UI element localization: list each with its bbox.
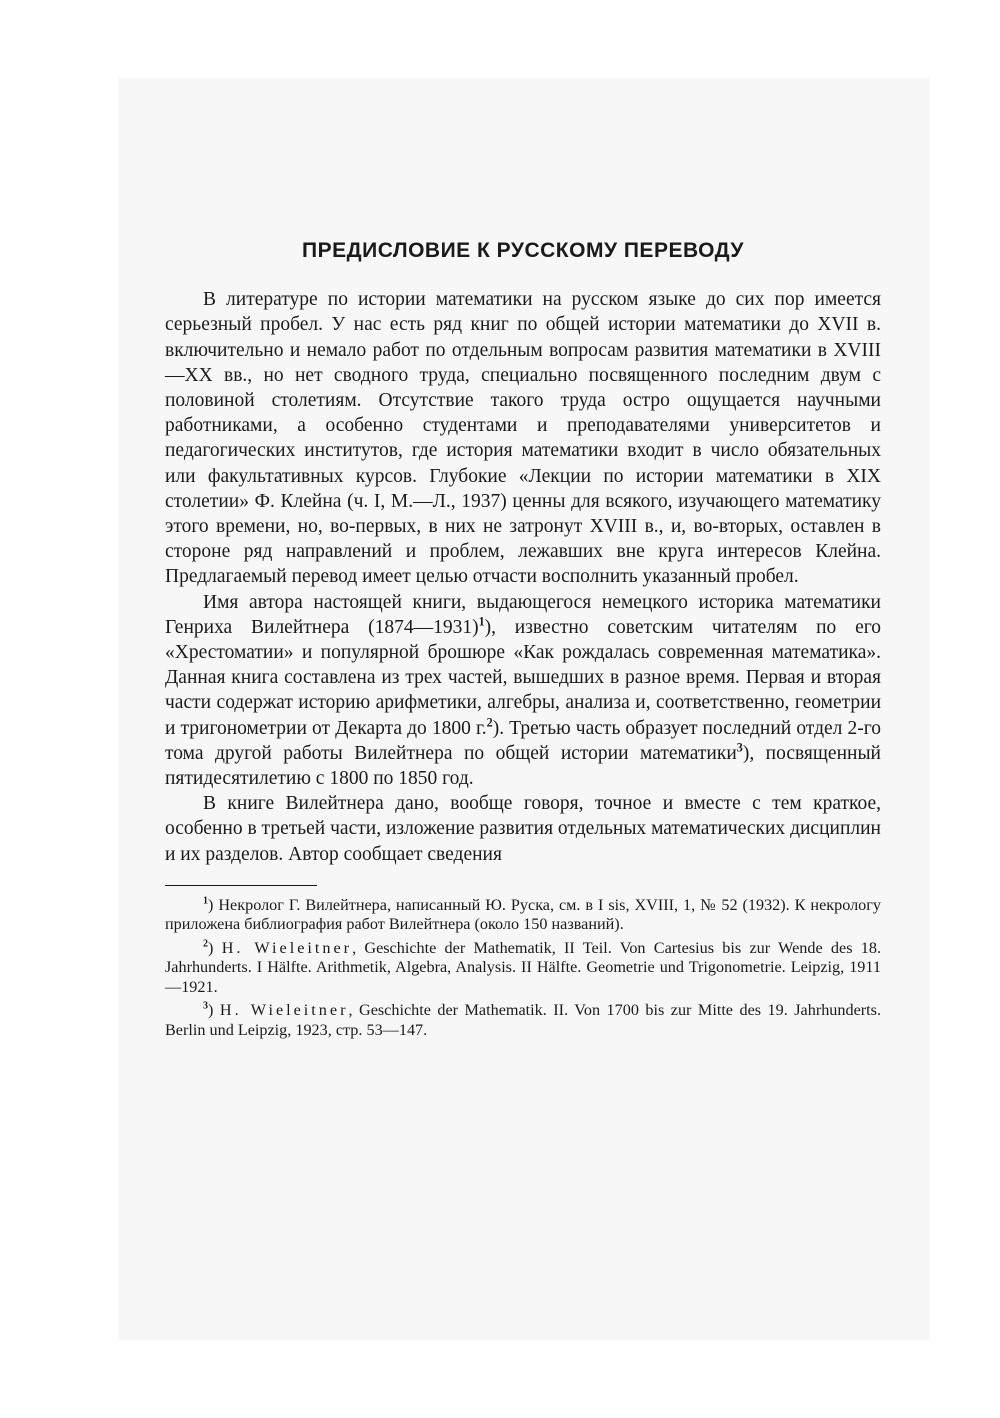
footnote-2 <box>165 939 881 998</box>
footnotes <box>165 896 881 1041</box>
footnote-1-text: ) Некролог Г. Вилейтнера, написанный Ю. Руска, см. в I sis, XVIII, 1, № 52 (1932). К некрологу приложена библиография работ Вилейтнера (около 150 названий). <box>165 895 881 934</box>
paragraph-1: В литературе по истории математики на русском языке до сих пор имеется серьезный пробел. У нас есть ряд книг по общей истории математики до XVII в. включительно и немало работ по отдельным вопросам развития математики в XVIII—XX вв., но нет сводного труда, специально посвященного последним двум с половиной столетиям. Отсутствие такого труда остро ощущается научными работниками, а особенно студентами и преподавателями университетов и педагогических институтов, где история математики входит в число обязательных или факультативных курсов. Глубокие «Лекции по истории математики в XIX столетии» Ф. Клейна (ч. I, М.—Л., 1937) ценны для всякого, изучающего математику этого времени, но, во-первых, в них не затронут XVIII в., и, во-вторых, оставлен в стороне ряд направлений и проблем, лежавших вне круга интересов Клейна. Предлагаемый перевод имеет целью отчасти восполнить указанный пробел. <box>165 289 881 588</box>
footnote-ref-1: 1 <box>478 614 485 629</box>
paragraph-2-part-a: Имя автора настоящей книги, выдающегося немецкого историка математики Генриха Вилейтнера (1874—1931) <box>165 591 881 638</box>
page-title: ПРЕДИСЛОВИЕ К РУССКОМУ ПЕРЕВОДУ <box>302 239 744 262</box>
paragraph-2-part-d: ), посвященный пятидесятилетию с 1800 по 1850 год. <box>165 742 881 790</box>
footnote-1-mark: 1 <box>203 895 209 907</box>
footnote-1 <box>165 896 881 935</box>
footnote-ref-3: 3 <box>736 740 743 755</box>
paragraph-3: В книге Вилейтнера дано, вообще говоря, точное и вместе с тем краткое, особенно в третьей части, изложение развития отдельных математических дисциплин и их разделов. Автор сообщает сведения <box>165 793 881 865</box>
footnote-3-author: H. Wieleitner <box>219 1001 349 1020</box>
paragraph-2-part-b: ), известно советским читателям по его «Хрестоматии» и популярной брошюре «Как рождалась современная математика». Данная книга составлена из трех частей, вышедших в разное время. Первая и вторая части содержат историю арифметики, алгебры, анализа и, соответственно, геометрии и тригонометрии от Декарта до 1800 г. <box>165 616 881 739</box>
main-text <box>165 287 881 867</box>
footnote-divider <box>165 885 317 886</box>
paragraph-2-part-c: ). Третью часть образует последний отдел 2-го тома другой работы Вилейтнера по общей истории математики <box>165 717 881 764</box>
footnote-ref-2: 2 <box>486 715 493 730</box>
page-content <box>165 238 881 1044</box>
footnote-2-paren: ) <box>208 938 222 957</box>
footnote-3 <box>165 1001 881 1040</box>
footnote-2-mark: 2 <box>203 938 209 950</box>
footnote-3-text: , Geschichte der Mathematik. II. Von 1700 bis zur Mitte des 19. Jahrhunderts. Berlin und Leipzig, 1923, стр. 53—147. <box>165 1001 882 1039</box>
footnote-3-paren: ) <box>208 1001 220 1020</box>
footnote-2-text: , Geschichte der Mathematik, II Teil. Von Cartesius bis zur Wende des 18. Jahrhunderts. I Hälfte. Arithmetik, Algebra, Analysis. II Hälfte. Geometrie und Trigonometrie. Leipzig, 1911—1921. <box>165 938 882 996</box>
footnote-3-mark: 3 <box>203 1000 209 1012</box>
paragraph-2 <box>165 590 881 792</box>
footnote-2-author: H. Wieleitner <box>221 938 353 957</box>
